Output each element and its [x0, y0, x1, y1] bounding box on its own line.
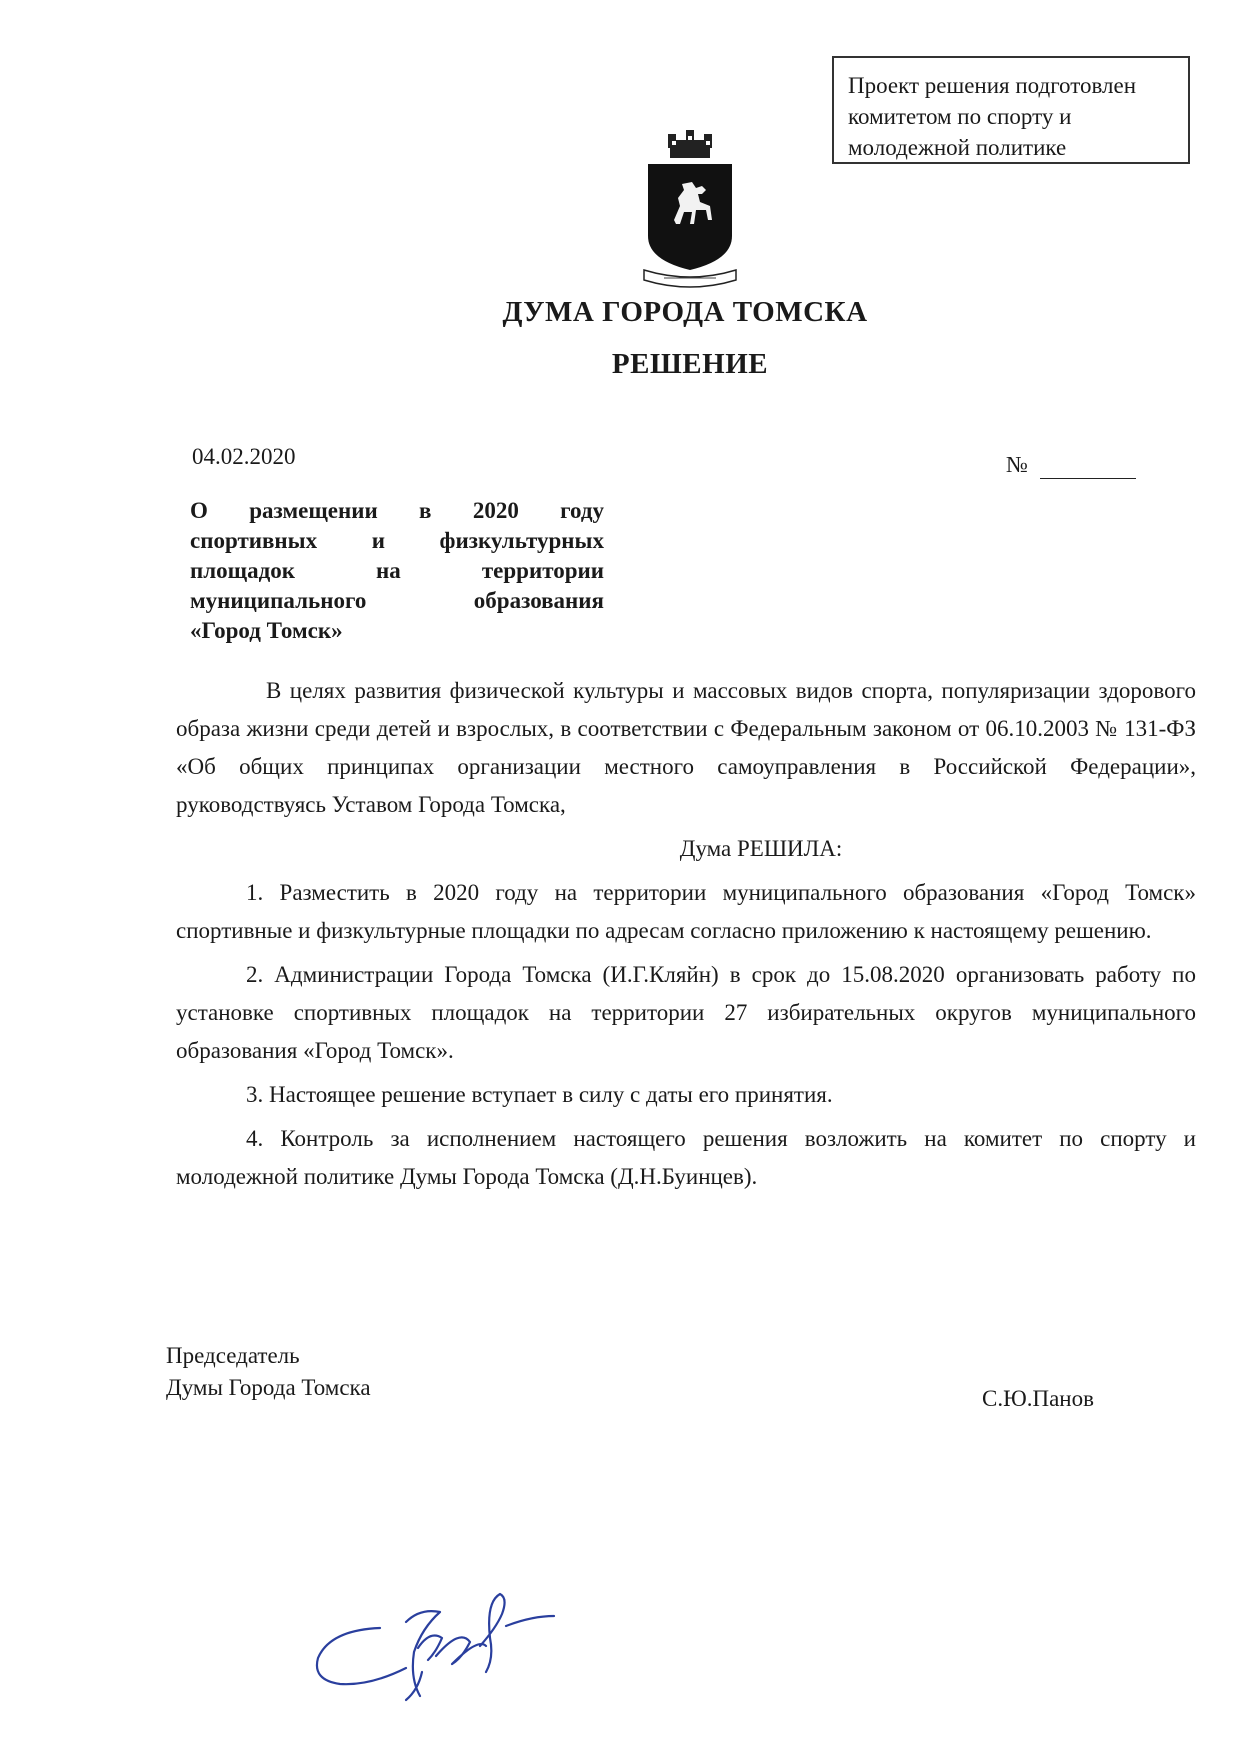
- number-label: №: [1006, 452, 1028, 477]
- document-type-title: РЕШЕНИЕ: [611, 348, 769, 380]
- position-line: Председатель: [166, 1343, 300, 1368]
- number-blank-line: [1040, 478, 1136, 479]
- subject-line: [190, 586, 604, 616]
- subject-word: на: [376, 558, 401, 583]
- subject-line: [190, 496, 604, 526]
- decision-item: 3. Настоящее решение вступает в силу с даты его принятия.: [246, 1082, 833, 1107]
- subject-word: физкультурных: [439, 528, 604, 553]
- subject-word: году: [560, 498, 604, 523]
- prepared-by-stamp: [832, 56, 1190, 164]
- subject-line: [190, 616, 604, 646]
- subject-word: О: [190, 498, 208, 523]
- coat-of-arms-icon: [640, 128, 740, 288]
- decision-body: [176, 672, 1196, 1202]
- subject-word: площадок: [190, 558, 295, 583]
- subject-word: 2020: [472, 498, 519, 523]
- organization-title: ДУМА ГОРОДА ТОМСКА: [502, 296, 868, 328]
- subject-line: [190, 526, 604, 556]
- decision-subject: [190, 496, 604, 646]
- subject-word: размещении: [249, 498, 378, 523]
- resolved-heading: Дума РЕШИЛА:: [679, 836, 843, 861]
- handwritten-signature: [310, 1568, 570, 1708]
- subject-line: [190, 556, 604, 586]
- subject-word: образования: [473, 588, 604, 613]
- decision-item: 2. Администрации Города Томска (И.Г.Кляйн) в срок до 15.08.2020 организовать работу по установке спортивных площадок на территории 27 избирательных округов муниципального образования «Город Томск».: [176, 962, 1196, 1063]
- decision-item: 1. Разместить в 2020 году на территории муниципального образования «Город Томск» спортивные и физкультурные площадки по адресам согласно приложению к настоящему решению.: [176, 880, 1196, 943]
- signatory-name: С.Ю.Панов: [982, 1386, 1094, 1411]
- decision-date: 04.02.2020: [192, 444, 296, 469]
- subject-word: и: [371, 528, 385, 553]
- preamble-paragraph: В целях развития физической культуры и массовых видов спорта, популяризации здорового образа жизни среди детей и взрослых, в соответствии с Федеральным законом от 06.10.2003 № 131-ФЗ «Об общих принципах организации местного самоуправления в Российской Федерации», руководствуясь Уставом Города Томска,: [176, 678, 1196, 817]
- stamp-line: комитетом по спорту и: [848, 104, 1072, 129]
- stamp-line: Проект решения подготовлен: [848, 73, 1137, 98]
- position-line: Думы Города Томска: [166, 1375, 371, 1400]
- subject-word: муниципального: [190, 588, 367, 613]
- signatory-position: [166, 1340, 371, 1404]
- subject-word: территории: [481, 558, 604, 583]
- decision-item: 4. Контроль за исполнением настоящего решения возложить на комитет по спорту и молодежной политике Думы Города Томска (Д.Н.Буинцев).: [176, 1126, 1196, 1189]
- subject-word: в: [419, 498, 432, 523]
- subject-word: спортивных: [190, 528, 318, 553]
- stamp-line: молодежной политике: [848, 135, 1067, 160]
- subject-word: «Город Томск»: [190, 618, 343, 643]
